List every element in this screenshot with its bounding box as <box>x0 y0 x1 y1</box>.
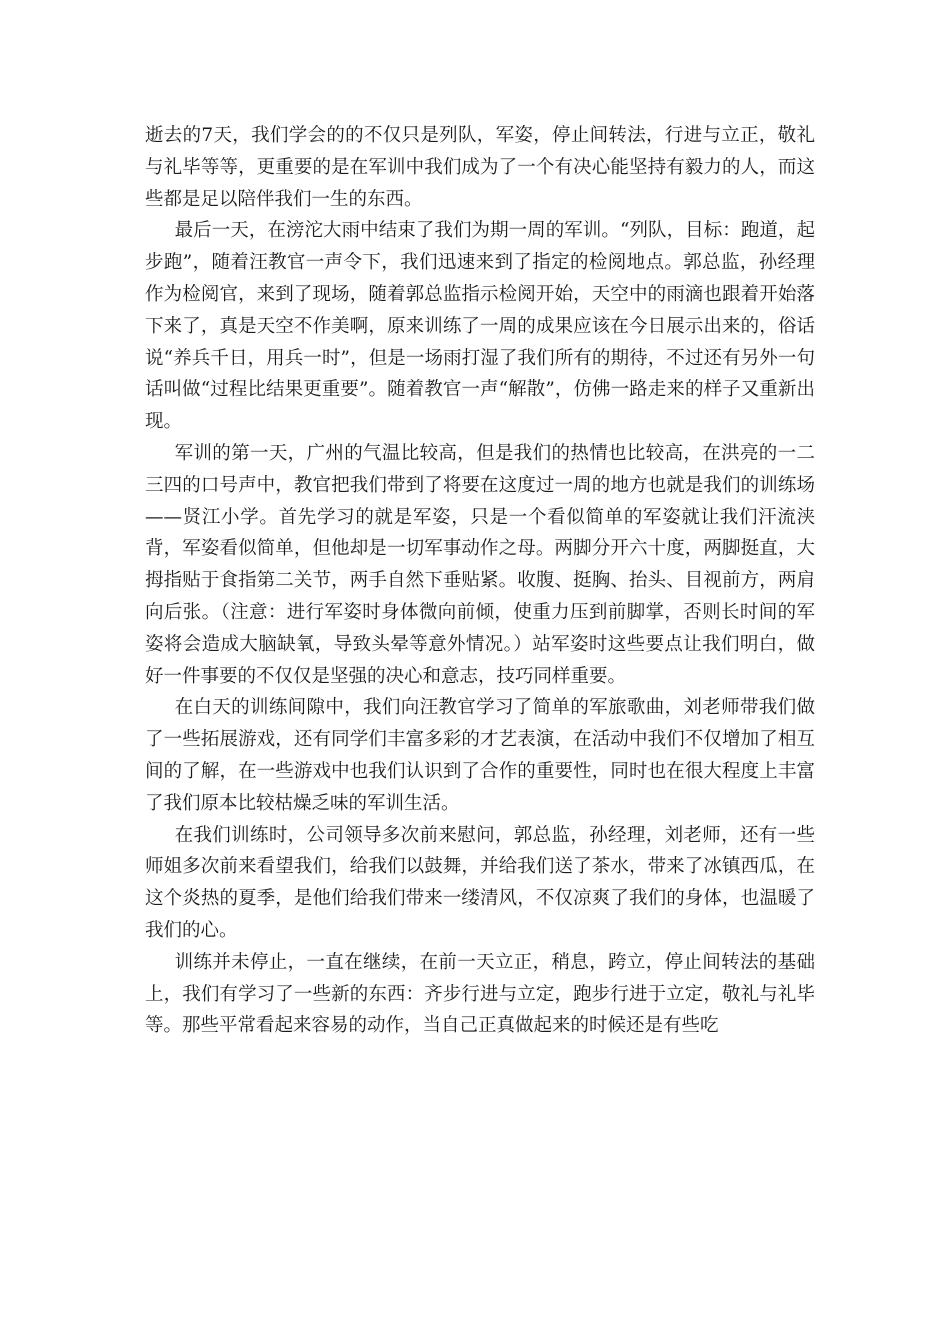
paragraph-2: 最后一天，在滂沱大雨中结束了我们为期一周的军训。“列队，目标：跑道，起步跑”，随着汪教官一声令下，我们迅速来到了指定的检阅地点。郭总监，孙经理作为检阅官，来到了现场，随着郭总监指示检阅开始，天空中的雨滴也跟着开始落下来了，真是天空不作美啊，原来训练了一周的成果应该在今日展示出来的，俗话说“养兵千日，用兵一时”，但是一场雨打湿了我们所有的期待，不过还有另外一句话叫做“过程比结果更重要”。随着教官一声“解散”，仿佛一路走来的样子又重新出现。 <box>145 220 815 433</box>
paragraph-3: 军训的第一天，广州的气温比较高，但是我们的热情也比较高，在洪亮的一二三四的口号声中，教官把我们带到了将要在这度过一周的地方也就是我们的训练场——贤江小学。首先学习的就是军姿，只是一个看似简单的军姿就让我们汗流浃背，军姿看似简单，但他却是一切军事动作之母。两脚分开六十度，两脚挺直，大拇指贴于食指第二关节，两手自然下垂贴紧。收腹、挺胸、抬头、目视前方，两肩向后张。（注意：进行军姿时身体微向前倾，使重力压到前脚掌，否则长时间的军姿将会造成大脑缺氧，导致头晕等意外情况。）站军姿时这些要点让我们明白，做好一件事要的不仅仅是坚强的决心和意志，技巧同样重要。 <box>145 442 815 687</box>
paragraph-1: 逝去的7天，我们学会的的不仅只是列队，军姿，停止间转法，行进与立正，敬礼与礼毕等等，更重要的是在军训中我们成为了一个有决心能坚持有毅力的人，而这些都是足以陪伴我们一生的东西。 <box>145 125 815 210</box>
paragraph-4: 在白天的训练间隙中，我们向汪教官学习了简单的军旅歌曲，刘老师带我们做了一些拓展游戏，还有同学们丰富多彩的才艺表演，在活动中我们不仅增加了相互间的了解，在一些游戏中也我们认识到了合作的重要性，同时也在很大程度上丰富了我们原本比较枯燥乏味的军训生活。 <box>145 697 815 814</box>
paragraph-6: 训练并未停止，一直在继续，在前一天立正，稍息，跨立，停止间转法的基础上，我们有学习了一些新的东西：齐步行进与立定，跑步行进于立定，敬礼与礼毕等。那些平常看起来容易的动作，当自己正真做起来的时候还是有些吃 <box>145 951 815 1037</box>
document-body <box>145 120 815 1042</box>
paragraph-5: 在我们训练时，公司领导多次前来慰问，郭总监，孙经理，刘老师，还有一些师姐多次前来看望我们，给我们以鼓舞，并给我们送了茶水，带来了冰镇西瓜，在这个炎热的夏季，是他们给我们带来一缕清风，不仅凉爽了我们的身体，也温暖了我们的心。 <box>145 824 815 941</box>
